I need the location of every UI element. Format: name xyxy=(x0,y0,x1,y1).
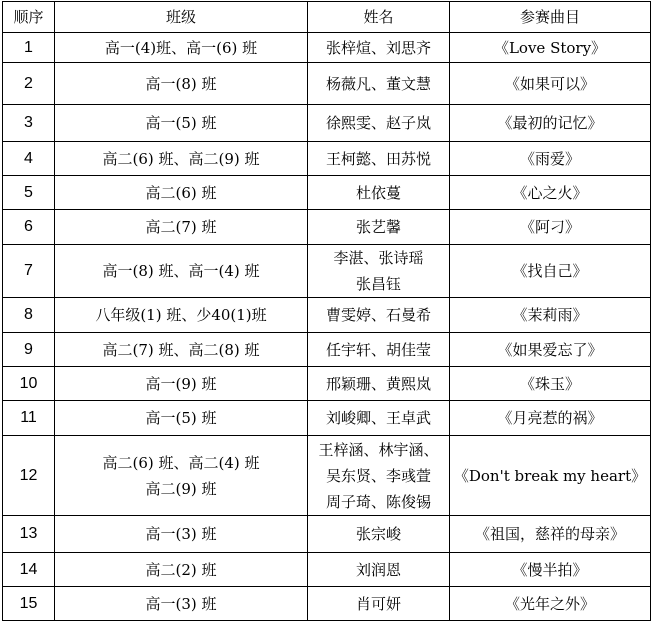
cell-class xyxy=(55,401,308,436)
cell-class xyxy=(55,553,308,587)
name-line: 吴东贤、李彧萱 xyxy=(325,466,431,485)
table-row xyxy=(3,553,651,587)
name-line: 张梓煊、刘思齐 xyxy=(325,38,431,57)
cell-order: 3 xyxy=(3,105,55,142)
cell-song: 《Love Story》 xyxy=(450,33,651,63)
table-row xyxy=(3,33,651,63)
name-line: 曹雯婷、石曼希 xyxy=(325,306,431,324)
header-order: 顺序 xyxy=(3,2,55,33)
header-row xyxy=(3,2,651,33)
class-line: 高一(3) 班 xyxy=(145,594,217,613)
class-line: 高一(9) 班 xyxy=(145,374,217,393)
header-song: 参赛曲目 xyxy=(450,2,651,33)
cell-order: 14 xyxy=(3,553,55,587)
class-line: 高二(9) 班 xyxy=(145,479,217,498)
cell-order: 7 xyxy=(3,245,55,298)
table-row xyxy=(3,333,651,367)
name-line: 张昌钰 xyxy=(355,275,401,293)
cell-names xyxy=(308,105,450,142)
name-line: 王梓涵、林宇涵、 xyxy=(318,440,439,459)
cell-names xyxy=(308,176,450,210)
cell-order: 4 xyxy=(3,142,55,176)
table-row xyxy=(3,436,651,516)
cell-order: 11 xyxy=(3,401,55,436)
class-line: 高二(7) 班、高二(8) 班 xyxy=(102,340,260,359)
cell-names xyxy=(308,401,450,436)
cell-names xyxy=(308,516,450,553)
cell-class xyxy=(55,298,308,333)
cell-song: 《Don't break my heart》 xyxy=(450,436,651,516)
name-line: 徐熙雯、赵子岚 xyxy=(325,114,431,132)
table-row xyxy=(3,245,651,298)
cell-song: 《珠玉》 xyxy=(450,367,651,401)
table-row xyxy=(3,367,651,401)
class-line: 高二(6) 班 xyxy=(145,183,217,202)
class-line: 高一(8) 班 xyxy=(145,74,217,93)
cell-names xyxy=(308,367,450,401)
name-line: 任宇轩、胡佳莹 xyxy=(325,340,431,359)
cell-order: 15 xyxy=(3,587,55,621)
name-line: 肖可妍 xyxy=(355,594,401,613)
cell-names xyxy=(308,298,450,333)
cell-class xyxy=(55,587,308,621)
cell-song: 《如果爱忘了》 xyxy=(450,333,651,367)
name-line: 刘润恩 xyxy=(355,560,401,579)
cell-song: 《光年之外》 xyxy=(450,587,651,621)
table-row xyxy=(3,142,651,176)
table-row xyxy=(3,516,651,553)
class-line: 高一(4)班、高一(6) 班 xyxy=(104,38,258,57)
table-row xyxy=(3,298,651,333)
cell-names xyxy=(308,63,450,105)
cell-names xyxy=(308,245,450,298)
table-row xyxy=(3,105,651,142)
cell-order: 1 xyxy=(3,33,55,63)
cell-song: 《祖国，慈祥的母亲》 xyxy=(450,516,651,553)
cell-class xyxy=(55,210,308,245)
cell-song: 《雨爱》 xyxy=(450,142,651,176)
class-line: 高二(7) 班 xyxy=(145,218,217,236)
cell-order: 6 xyxy=(3,210,55,245)
cell-names xyxy=(308,333,450,367)
class-line: 八年级(1) 班、少40(1)班 xyxy=(95,306,267,324)
class-line: 高一(8) 班、高一(4) 班 xyxy=(102,262,260,280)
cell-names xyxy=(308,142,450,176)
cell-song: 《找自己》 xyxy=(450,245,651,298)
name-line: 王柯懿、田苏悦 xyxy=(325,149,431,168)
cell-song: 《茉莉雨》 xyxy=(450,298,651,333)
cell-names xyxy=(308,553,450,587)
cell-class xyxy=(55,333,308,367)
cell-song: 《心之火》 xyxy=(450,176,651,210)
cell-order: 2 xyxy=(3,63,55,105)
name-line: 张艺馨 xyxy=(355,218,401,236)
cell-class xyxy=(55,105,308,142)
class-line: 高二(6) 班、高二(9) 班 xyxy=(102,149,260,168)
cell-song: 《最初的记忆》 xyxy=(450,105,651,142)
program-table xyxy=(2,1,651,621)
cell-song: 《如果可以》 xyxy=(450,63,651,105)
table-row xyxy=(3,176,651,210)
table-row xyxy=(3,63,651,105)
cell-class xyxy=(55,367,308,401)
cell-song: 《阿刁》 xyxy=(450,210,651,245)
class-line: 高二(6) 班、高二(4) 班 xyxy=(102,453,260,472)
cell-class xyxy=(55,516,308,553)
cell-class xyxy=(55,436,308,516)
name-line: 刘峻卿、王卓武 xyxy=(325,409,431,427)
cell-names xyxy=(308,33,450,63)
name-line: 李湛、张诗瑶 xyxy=(333,249,424,267)
cell-order: 10 xyxy=(3,367,55,401)
name-line: 杜依蔓 xyxy=(355,183,401,202)
cell-names xyxy=(308,587,450,621)
class-line: 高一(5) 班 xyxy=(145,114,217,132)
name-line: 张宗峻 xyxy=(355,525,401,543)
header-name: 姓名 xyxy=(308,2,450,33)
table-row xyxy=(3,210,651,245)
name-line: 周子琦、陈俊锡 xyxy=(325,492,431,511)
cell-class xyxy=(55,142,308,176)
cell-names xyxy=(308,436,450,516)
table-body xyxy=(3,33,651,621)
name-line: 杨薇凡、董文慧 xyxy=(325,74,431,93)
cell-class xyxy=(55,33,308,63)
table-row xyxy=(3,587,651,621)
cell-class xyxy=(55,245,308,298)
cell-song: 《月亮惹的祸》 xyxy=(450,401,651,436)
cell-order: 5 xyxy=(3,176,55,210)
cell-order: 13 xyxy=(3,516,55,553)
class-line: 高二(2) 班 xyxy=(145,560,217,579)
class-line: 高一(3) 班 xyxy=(145,525,217,543)
cell-names xyxy=(308,210,450,245)
cell-order: 9 xyxy=(3,333,55,367)
cell-class xyxy=(55,176,308,210)
header-class: 班级 xyxy=(55,2,308,33)
name-line: 邢颖珊、黄熙岚 xyxy=(325,374,431,393)
cell-order: 8 xyxy=(3,298,55,333)
table-row xyxy=(3,401,651,436)
class-line: 高一(5) 班 xyxy=(145,409,217,427)
cell-class xyxy=(55,63,308,105)
cell-song: 《慢半拍》 xyxy=(450,553,651,587)
cell-order: 12 xyxy=(3,436,55,516)
